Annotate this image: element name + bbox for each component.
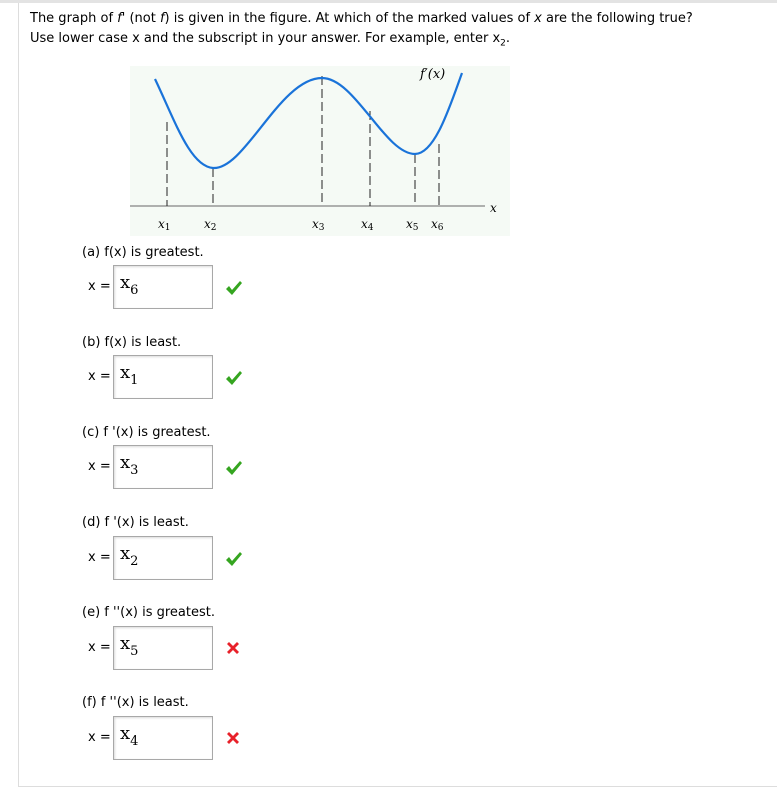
tick-label-x4: x4 bbox=[361, 217, 374, 233]
x-equals-label: x = bbox=[88, 369, 111, 384]
graph-background bbox=[130, 66, 510, 236]
tick-label-x2: x2 bbox=[204, 217, 217, 233]
answer-value: $x_2$ bbox=[120, 543, 139, 569]
curve-label: f′(x) bbox=[420, 67, 446, 82]
answer-value: $x_1$ bbox=[120, 362, 139, 388]
part-d-answer-input[interactable] bbox=[113, 536, 213, 580]
check-icon bbox=[225, 550, 243, 568]
answer-value: $x_4$ bbox=[120, 723, 139, 749]
derivative-graph bbox=[130, 66, 510, 236]
part-f-label: (f) f ''(x) is least. bbox=[82, 695, 189, 710]
answer-value: $x_5$ bbox=[120, 633, 139, 659]
part-b-answer-input[interactable] bbox=[113, 355, 213, 399]
part-a-answer-input[interactable] bbox=[113, 265, 213, 309]
part-d-label: (d) f '(x) is least. bbox=[82, 515, 189, 530]
cross-icon bbox=[225, 640, 241, 656]
tick-label-x1: x1 bbox=[158, 217, 171, 233]
part-b-label: (b) f(x) is least. bbox=[82, 335, 182, 350]
part-c-label: (c) f '(x) is greatest. bbox=[82, 425, 211, 440]
check-icon bbox=[225, 369, 243, 387]
x-equals-label: x = bbox=[88, 550, 111, 565]
part-e-answer-input[interactable] bbox=[113, 626, 213, 670]
check-icon bbox=[225, 459, 243, 477]
x-equals-label: x = bbox=[88, 459, 111, 474]
x-equals-label: x = bbox=[88, 640, 111, 655]
tick-label-x3: x3 bbox=[312, 217, 325, 233]
answer-value: $x_6$ bbox=[120, 272, 139, 298]
part-f-answer-input[interactable] bbox=[113, 716, 213, 760]
question-text: The graph of f' (not f) is given in the figure. At which of the marked values of x are the following true? Use lower case x and the subscript in your answer. For example, enter $x_2$. bbox=[30, 11, 693, 49]
part-a-label: (a) f(x) is greatest. bbox=[82, 245, 204, 260]
x-equals-label: x = bbox=[88, 279, 111, 294]
x-equals-label: x = bbox=[88, 730, 111, 745]
check-icon bbox=[225, 279, 243, 297]
answer-value: $x_3$ bbox=[120, 452, 139, 478]
x-axis-label: x bbox=[490, 201, 497, 215]
cross-icon bbox=[225, 730, 241, 746]
tick-label-x5: x5 bbox=[406, 217, 419, 233]
part-c-answer-input[interactable] bbox=[113, 445, 213, 489]
tick-label-x6: x6 bbox=[431, 217, 444, 233]
part-e-label: (e) f ''(x) is greatest. bbox=[82, 605, 215, 620]
